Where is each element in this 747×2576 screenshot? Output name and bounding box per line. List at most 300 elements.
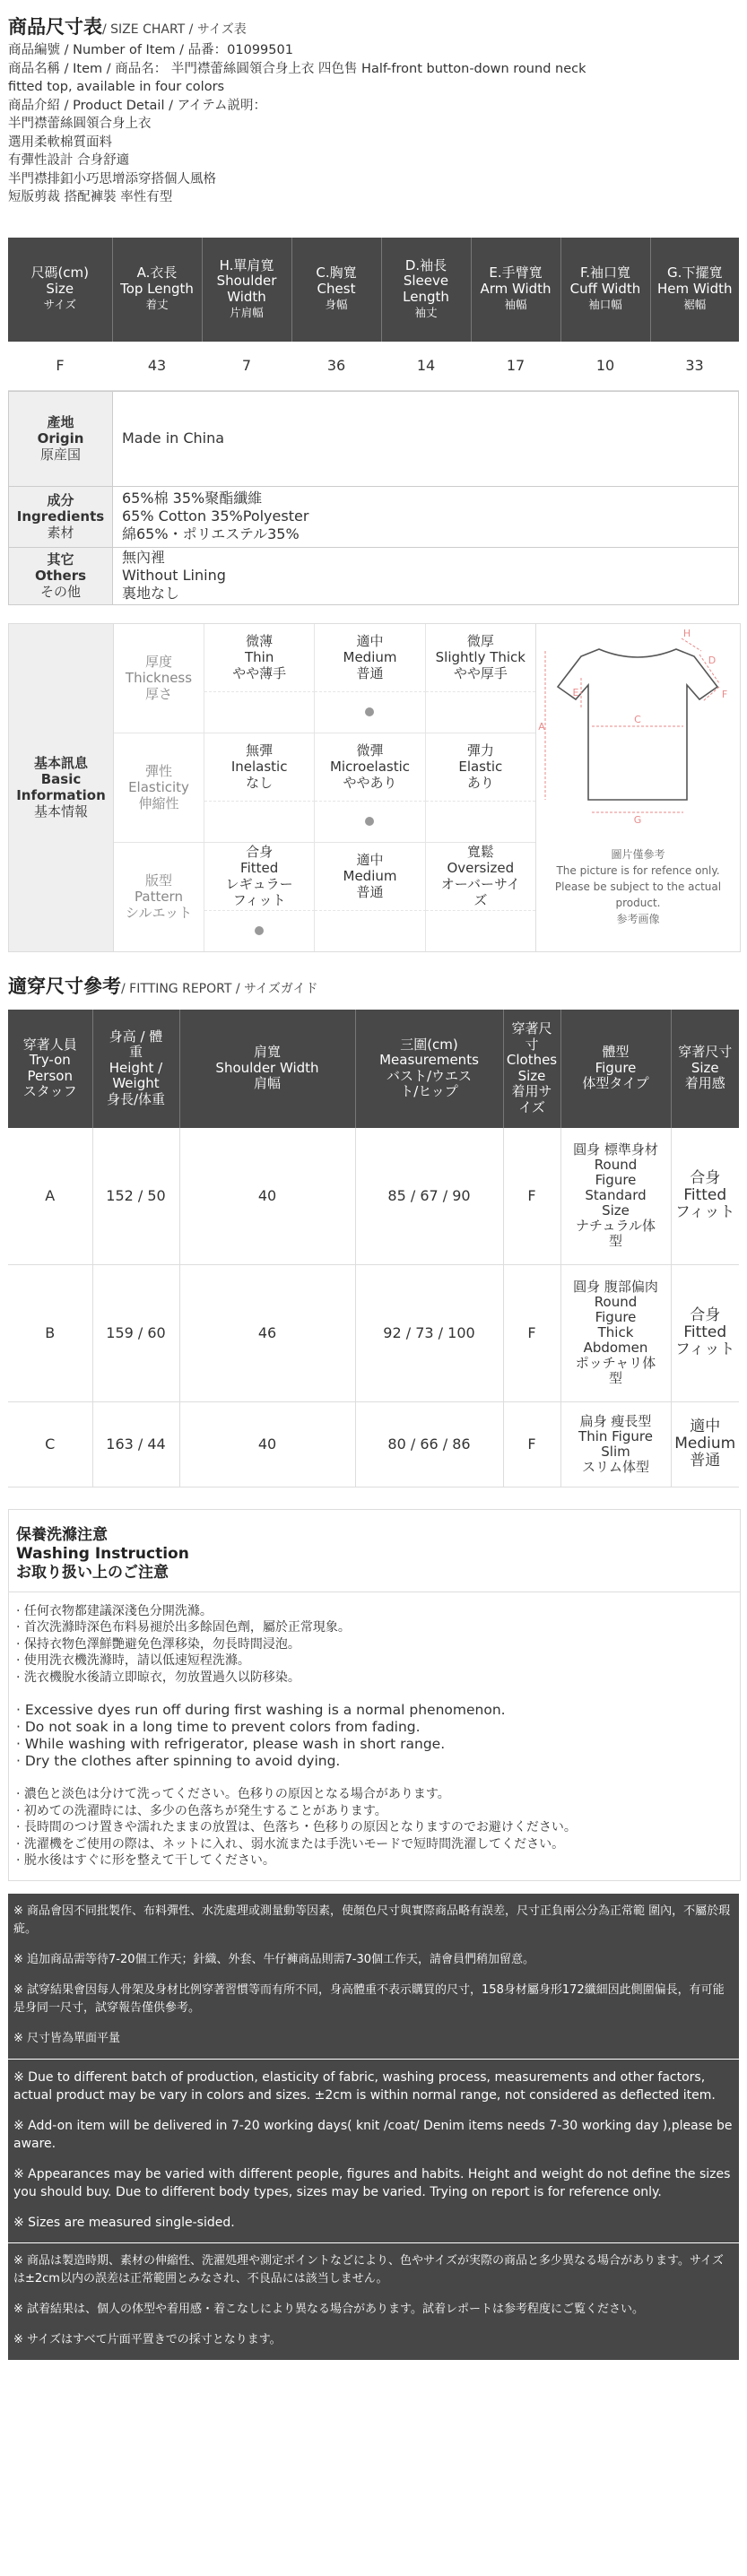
diagram-label-e: E — [572, 686, 579, 698]
note-line: ※ Appearances may be varied with different people, figures and habits. Height and weight do not define the sizes you should buy. Due to different body types, sizes may be varied. Trying on report is for reference only. — [13, 2166, 731, 2199]
selection-cell — [315, 802, 425, 842]
fitting-title-en: / FITTING REPORT / サイズガイド — [121, 981, 318, 996]
size-header-en: Top Length — [120, 280, 194, 297]
selection-cell — [204, 911, 315, 951]
size-header-zh: A.衣長 — [136, 265, 178, 282]
washing-line: · 任何衣物都建議深淺色分開洗滌。 — [16, 1603, 213, 1618]
origin-label-en: Origin — [37, 430, 84, 447]
attribute-options — [204, 733, 535, 842]
washing-line: · 濃色と淡色は分けて洗ってください。色移りの原因となる場合があります。 — [16, 1787, 450, 1801]
size-header-zh: E.手臂寬 — [489, 265, 543, 282]
figure-line: 圓身 標準身材 — [573, 1141, 658, 1158]
attribute-row — [114, 733, 535, 843]
caption-line: 圖片僅參考 — [611, 847, 665, 861]
fitting-meas: 92 / 73 / 100 — [355, 1264, 503, 1401]
option-text: 普通 — [356, 884, 384, 900]
size-header-jp: 片肩幅 — [230, 306, 264, 319]
feel-line: 合身 — [690, 1306, 721, 1324]
size-header-jp: 裾幅 — [683, 298, 707, 312]
fitting-header-text: スタッフ — [22, 1083, 77, 1099]
selected-dot-icon — [365, 707, 374, 716]
others-label — [9, 547, 113, 604]
basic-info — [8, 623, 741, 952]
size-header-zh: H.單肩寬 — [219, 256, 274, 273]
fitting-table — [8, 1010, 739, 1487]
size-header-en: Chest — [317, 280, 356, 297]
attribute-label-jp: 厚さ — [144, 686, 172, 702]
fitting-person: B — [8, 1264, 92, 1401]
size-header-cell — [202, 238, 291, 342]
attribute-row — [114, 624, 535, 733]
origin-row — [9, 391, 739, 486]
figure-line: Round — [594, 1157, 638, 1173]
notes-jp — [8, 2243, 739, 2360]
fitting-header-text: 身高 / 體 — [109, 1028, 163, 1045]
washing-line: · 初めての洗濯時には、多少の色落ちが発生することがあります。 — [16, 1803, 387, 1818]
option-text: Medium — [343, 649, 397, 665]
info-line: 有彈性設計 合身舒適 — [8, 153, 130, 168]
size-header-en: Arm Width — [480, 280, 552, 297]
option-cell — [426, 843, 535, 911]
fitting-person: C — [8, 1401, 92, 1487]
washing-line: · 長時間のつけ置きや濡れたままの放置は、色落ち・色移りの原因となりますのでお避けください。 — [16, 1820, 577, 1834]
fitting-hw: 163 / 44 — [92, 1401, 179, 1487]
note-line: ※ 追加商品需等待7-20個工作天；針織、外套、牛仔褲商品則需7-30個工作天，請會員們稍加留意。 — [13, 1952, 535, 1966]
option-text: 彈力 — [466, 742, 494, 759]
ingredients-label — [9, 486, 113, 547]
others-value — [113, 547, 739, 604]
feel-line: Fitted — [683, 1186, 727, 1204]
fitting-header-text: イズ — [518, 1098, 545, 1115]
fitting-header-text: バスト/ウエス — [386, 1067, 473, 1084]
fitting-header-text: 着用サ — [511, 1083, 552, 1099]
ingredients-line: 65%棉 35%聚酯纖維 — [122, 490, 263, 507]
note-line: ※ Sizes are measured single-sided. — [13, 2215, 235, 2230]
fitting-header-cell — [8, 1010, 92, 1128]
option-text: Oversized — [447, 860, 515, 876]
size-cell: 36 — [291, 342, 381, 391]
washing-line: · 使用洗衣機洗滌時，請以低速短程洗滌。 — [16, 1653, 250, 1668]
option-text: 微彈 — [356, 742, 384, 759]
option-text: やや厚手 — [453, 665, 508, 681]
note-line: ※ 尺寸皆為單面平量 — [13, 2031, 121, 2045]
info-line: 短版剪裁 搭配褲裝 率性有型 — [8, 190, 173, 204]
option-text: 微厚 — [466, 633, 494, 649]
attribute-options — [204, 624, 535, 733]
fitting-figure — [560, 1401, 671, 1487]
size-header-zh: C.胸寬 — [316, 265, 357, 282]
size-header-zh: 尺碼(cm) — [30, 265, 90, 282]
option-row — [204, 843, 535, 911]
note-line: ※ Due to different batch of production, elasticity of fabric, washing process, measurements and other factors, actual product may be vary in colors and sizes. ±2cm is within normal range, not considered as deflected item. — [13, 2069, 716, 2103]
feel-line: Fitted — [683, 1323, 727, 1341]
size-cell: 33 — [650, 342, 739, 391]
product-info — [8, 41, 739, 207]
feel-line: フィット — [674, 1203, 735, 1221]
fitting-size: F — [503, 1128, 560, 1265]
fitting-figure — [560, 1264, 671, 1401]
fitting-person: A — [8, 1128, 92, 1265]
washing-title-zh: 保養洗滌注意 — [16, 1525, 108, 1544]
size-header-jp: 袖丈 — [414, 306, 438, 319]
size-header-cell — [650, 238, 739, 342]
option-text: 普通 — [356, 665, 384, 681]
option-text: ややあり — [343, 775, 397, 791]
size-header-cell — [560, 238, 650, 342]
diagram-label-h: H — [682, 627, 691, 639]
origin-label — [9, 391, 113, 486]
attribute-label-zh: 厚度 — [144, 654, 172, 670]
notes-zh — [8, 1894, 739, 2060]
fitting-title — [8, 972, 739, 999]
size-table — [8, 238, 739, 391]
washing-line: · Dry the clothes after spinning to avoid dying. — [16, 1753, 341, 1769]
size-header-cell — [112, 238, 202, 342]
washing-jp — [16, 1786, 733, 1869]
attribute-options — [204, 843, 535, 951]
size-header-cell — [8, 238, 112, 342]
washing-line: · While washing with refrigerator, please wash in short range. — [16, 1736, 446, 1752]
feel-line: 適中 — [690, 1418, 721, 1435]
basic-info-label-jp: 基本情報 — [33, 803, 88, 820]
washing-line: · 首次洗滌時深色布料易褪於出多餘固色劑，屬於正常現象。 — [16, 1620, 351, 1635]
option-cell — [426, 733, 535, 802]
feel-line: 合身 — [690, 1169, 721, 1187]
caption-line: Please be subject to the actual — [554, 880, 722, 893]
fitting-header-text: 重 — [128, 1044, 143, 1061]
size-cell: 43 — [112, 342, 202, 391]
figure-line: Slim — [601, 1443, 630, 1460]
fitting-header-text: 身長/体重 — [106, 1090, 166, 1107]
figure-line: Figure — [595, 1309, 637, 1325]
option-text: 寬鬆 — [466, 844, 494, 860]
selection-row — [204, 692, 535, 733]
info-line: 選用柔軟棉質面料 — [8, 134, 112, 150]
fitting-header-text: 着用感 — [684, 1075, 725, 1092]
selected-dot-icon — [255, 926, 264, 935]
option-text: Fitted — [240, 860, 279, 876]
figure-line: 型 — [608, 1233, 622, 1249]
option-text: あり — [466, 775, 494, 791]
fitting-header-text: Size — [691, 1059, 719, 1076]
size-header-jp: 袖口幅 — [588, 298, 622, 312]
option-cell — [204, 843, 315, 911]
size-header-zh: G.下擺寬 — [667, 265, 723, 282]
fitting-feel — [671, 1128, 739, 1265]
figure-line: スリム体型 — [581, 1458, 649, 1475]
materials-table — [8, 391, 739, 605]
option-text: 合身 — [246, 844, 274, 860]
washing-title-en: Washing Instruction — [16, 1544, 189, 1563]
size-cell: 14 — [381, 342, 471, 391]
fitting-figure — [560, 1128, 671, 1265]
option-row — [204, 624, 535, 692]
others-label-jp: その他 — [39, 584, 81, 600]
option-text: 適中 — [356, 852, 384, 868]
option-cell — [315, 843, 425, 911]
selection-cell — [315, 692, 425, 733]
fitting-shoulder: 40 — [179, 1128, 355, 1265]
basic-info-label-zh: 基本訊息 — [33, 755, 88, 771]
fitting-header-text: 肩幅 — [253, 1075, 281, 1092]
note-line: ※ 試着結果は、個人の体型や着用感・着こなしにより異なる場合があります。試着レポートは参考程度にご覧ください。 — [13, 2302, 644, 2316]
ingredients-row — [9, 486, 739, 547]
size-header-en: Hem Width — [657, 280, 733, 297]
attribute-label-en: Elasticity — [128, 779, 189, 795]
selection-row — [204, 802, 535, 842]
size-chart-page — [8, 0, 739, 2360]
size-header-en: Cuff Width — [569, 280, 641, 297]
size-header-en: Sleeve Length — [403, 273, 449, 305]
washing-line: · Do not soak in a long time to prevent colors from fading. — [16, 1719, 421, 1735]
option-cell — [426, 624, 535, 692]
feel-line: Medium — [674, 1435, 736, 1453]
attribute-label-en: Pattern — [135, 889, 183, 905]
option-text: ズ — [473, 892, 488, 908]
note-line: ※ Add-on item will be delivered in 7-20 working days( knit /coat/ Denim items needs 7-30 working day ),please be aware. — [13, 2118, 733, 2151]
fitting-header-cell — [560, 1010, 671, 1128]
fitting-size: F — [503, 1264, 560, 1401]
fitting-header-text: ト/ヒップ — [400, 1083, 458, 1099]
origin-label-jp: 原産国 — [39, 447, 81, 463]
option-text: 適中 — [356, 633, 384, 649]
tshirt-measure-icon — [536, 624, 741, 844]
fitting-row — [8, 1264, 739, 1401]
others-line: 裏地なし — [122, 585, 180, 602]
figure-line: ポッチャリ体 — [575, 1355, 656, 1371]
washing-line: · 脱水後はすぐに形を整えて干してください。 — [16, 1853, 275, 1868]
diagram-label-f: F — [721, 688, 728, 700]
selection-cell — [204, 692, 315, 733]
size-header-cell — [291, 238, 381, 342]
info-line: 商品介紹 / Product Detail / アイテム説明： — [8, 98, 267, 113]
option-cell — [315, 733, 425, 802]
notes-en — [8, 2060, 739, 2243]
selected-dot-icon — [365, 817, 374, 826]
size-chart-title — [8, 13, 739, 39]
option-text: Microelastic — [329, 759, 411, 775]
fitting-header-text: Size — [517, 1067, 546, 1084]
origin-label-zh: 產地 — [47, 414, 74, 430]
note-line: ※ 商品は製造時期、素材の伸縮性、洗濯処理や測定ポイントなどにより、色やサイズが実際の商品と多少異なる場合があります。サイズは±2cm以内の誤差は正常範囲とみなされ、不良品には該当しません。 — [13, 2253, 724, 2285]
feel-line: フィット — [674, 1340, 735, 1358]
selection-row — [204, 911, 535, 951]
size-header-jp: 身幅 — [325, 298, 348, 312]
option-text: オーバーサイ — [440, 876, 520, 892]
size-cell: F — [8, 342, 112, 391]
ingredients-value — [113, 486, 739, 547]
notes-panel — [8, 1894, 739, 2360]
others-label-zh: 其它 — [47, 551, 74, 568]
attribute-label-en: Thickness — [125, 670, 193, 686]
option-text: なし — [246, 775, 274, 791]
figure-line: 型 — [608, 1370, 622, 1386]
fitting-header-text: Shoulder Width — [215, 1059, 319, 1076]
others-label-en: Others — [34, 568, 87, 584]
diagram-caption — [536, 846, 740, 927]
option-row — [204, 733, 535, 802]
washing-en — [16, 1702, 733, 1770]
diagram-label-a: A — [538, 720, 545, 733]
fitting-shoulder: 46 — [179, 1264, 355, 1401]
ingredients-line: 65% Cotton 35%Polyester — [122, 507, 309, 525]
attribute-label-jp: シルエット — [125, 905, 193, 921]
attribute-label — [114, 843, 204, 951]
fitting-header-text: Try-on — [29, 1052, 71, 1068]
size-header-cell — [471, 238, 560, 342]
origin-line: Made in China — [122, 429, 225, 447]
option-text: フィット — [232, 892, 286, 908]
diagram-label-c: C — [634, 713, 641, 725]
size-header-en: Shoulder Width — [216, 273, 277, 305]
attribute-label-jp: 伸縮性 — [138, 795, 179, 811]
selection-cell — [426, 911, 535, 951]
size-cell: 7 — [202, 342, 291, 391]
option-text: 微薄 — [246, 633, 274, 649]
info-line: 商品編號 / Number of Item / 品番：01099501 — [8, 43, 293, 57]
figure-line: Figure — [595, 1172, 637, 1188]
fitting-header-cell — [355, 1010, 503, 1128]
fitting-shoulder: 40 — [179, 1401, 355, 1487]
fitting-header-text: 體型 — [602, 1044, 630, 1061]
figure-line: Thick — [597, 1324, 634, 1340]
size-cell: 17 — [471, 342, 560, 391]
caption-line: 参考画像 — [616, 912, 660, 925]
washing-zh — [16, 1603, 733, 1687]
ingredients-label-en: Ingredients — [16, 508, 105, 525]
figure-line: Thin Figure — [578, 1427, 653, 1444]
figure-line: 圓身 腹部偏肉 — [573, 1279, 658, 1295]
size-header-jp: 着丈 — [145, 298, 169, 312]
ingredients-label-jp: 素材 — [47, 525, 74, 541]
fitting-header-text: 肩寬 — [253, 1044, 281, 1061]
fitting-header-text: Measurements — [379, 1052, 479, 1068]
size-row — [8, 342, 739, 391]
selection-cell — [426, 802, 535, 842]
selection-cell — [315, 911, 425, 951]
option-cell — [204, 733, 315, 802]
note-line: ※ 商品會因不同批製作、布料彈性、水洗處理或測量動等因素，使顏色尺寸與實際商品略有誤差，尺寸正負兩公分為正常範 圍內，不屬於瑕疵。 — [13, 1904, 731, 1936]
fitting-header-text: Person — [27, 1067, 73, 1084]
fitting-hw: 152 / 50 — [92, 1128, 179, 1265]
option-text: Inelastic — [230, 759, 288, 775]
size-header-en: Size — [46, 280, 74, 297]
others-line: 無內裡 — [122, 549, 166, 566]
attribute-label — [114, 733, 204, 842]
figure-line: ナチュラル体 — [575, 1218, 656, 1234]
info-line: 半門襟排釦小巧思增添穿搭個人風格 — [8, 171, 216, 186]
fitting-header-cell — [503, 1010, 560, 1128]
size-header-cell — [381, 238, 471, 342]
washing-line: · 保持衣物色澤鮮艷避免色澤移染，勿長時間浸泡。 — [16, 1636, 300, 1652]
selection-cell — [426, 692, 535, 733]
washing-title-jp: お取り扱い上のご注意 — [16, 1563, 169, 1582]
fitting-header-text: 三圍(cm) — [400, 1036, 458, 1053]
attribute-label-zh: 彈性 — [144, 763, 172, 779]
info-line: 半門襟蕾絲圓領合身上衣 — [8, 117, 152, 131]
caption-line: product. — [615, 896, 661, 909]
diagram-label-g: G — [633, 813, 642, 826]
basic-info-label-en: Basic Information — [16, 771, 106, 803]
selection-cell — [204, 802, 315, 842]
size-header-zh: D.袖長 — [404, 256, 447, 273]
option-text: Medium — [343, 868, 397, 884]
fitting-title-zh: 適穿尺寸參考 — [8, 975, 121, 997]
option-text: 無彈 — [246, 742, 274, 759]
fitting-feel — [671, 1401, 739, 1487]
attribute-label-zh: 版型 — [144, 872, 172, 889]
note-line: ※ 試穿結果會因每人骨架及身材比例穿著習慣等而有所不同，身高體重不表示購買的尺寸，158身材屬身形172纖細因此側圍偏長，有可能是身同一尺寸，試穿報告僅供參考。 — [13, 1982, 725, 2015]
size-header-zh: F.袖口寬 — [580, 265, 630, 282]
washing-instructions — [8, 1509, 741, 1881]
others-row — [9, 547, 739, 604]
size-header-jp: 袖幅 — [504, 298, 527, 312]
option-cell — [204, 624, 315, 692]
fitting-header-text: 穿著人員 — [22, 1036, 77, 1053]
option-text: Thin — [244, 649, 274, 665]
fitting-header-cell — [671, 1010, 739, 1128]
size-header-jp: サイズ — [43, 298, 76, 312]
ingredients-line: 綿65%・ポリエステル35% — [122, 525, 300, 542]
fitting-header-text: Clothes — [506, 1052, 558, 1068]
fitting-header-cell — [92, 1010, 179, 1128]
basic-info-label — [9, 624, 114, 951]
option-text: レギュラー — [225, 876, 293, 892]
attribute-label — [114, 624, 204, 733]
caption-line: The picture is for refence only. — [556, 863, 720, 877]
fitting-row — [8, 1401, 739, 1487]
figure-line: Standard — [585, 1187, 647, 1203]
option-cell — [315, 624, 425, 692]
fitting-row — [8, 1128, 739, 1265]
fitting-hw: 159 / 60 — [92, 1264, 179, 1401]
fitting-meas: 80 / 66 / 86 — [355, 1401, 503, 1487]
figure-line: Round — [594, 1294, 638, 1310]
washing-title — [9, 1510, 740, 1592]
figure-line: Size — [602, 1202, 630, 1219]
ingredients-label-zh: 成分 — [47, 492, 74, 508]
fitting-header-text: 寸 — [525, 1036, 539, 1053]
others-line: Without Lining — [122, 567, 226, 584]
origin-value — [113, 391, 739, 486]
size-chart-title-zh: 商品尺寸表 — [8, 16, 102, 38]
fitting-header-text: Height / — [109, 1059, 163, 1076]
info-line: 商品名稱 / Item / 商品名： 半門襟蕾絲圓領合身上衣 四色售 Half-front button-down round neck — [8, 61, 586, 76]
figure-line: 扁身 瘦長型 — [579, 1412, 652, 1429]
fitting-size: F — [503, 1401, 560, 1487]
option-text: Slightly Thick — [435, 649, 526, 665]
diagram-label-d: D — [708, 654, 717, 666]
fitting-header-text: Weight — [112, 1075, 160, 1092]
option-text: Elastic — [458, 759, 503, 775]
washing-line: · 洗濯機をご使用の際は、ネットに入れ、弱水流または手洗いモードで短時間洗濯してください。 — [16, 1836, 565, 1852]
fitting-header-cell — [179, 1010, 355, 1128]
option-text: やや薄手 — [232, 665, 287, 681]
note-line: ※ サイズはすべて片面平置きでの採寸となります。 — [13, 2332, 282, 2346]
garment-diagram — [535, 624, 740, 951]
washing-line: · 洗衣機脫水後請立即晾衣，勿放置過久以防移染。 — [16, 1670, 300, 1685]
fitting-meas: 85 / 67 / 90 — [355, 1128, 503, 1265]
fitting-header-text: 体型タイプ — [582, 1075, 649, 1092]
attribute-grid — [114, 624, 535, 951]
fitting-header-text: 穿著尺 — [511, 1020, 552, 1036]
size-chart-title-en: / SIZE CHART / サイズ表 — [102, 22, 247, 37]
washing-line: · Excessive dyes run off during first washing is a normal phenomenon. — [16, 1702, 506, 1718]
fitting-header-text: 穿著尺寸 — [678, 1044, 733, 1061]
feel-line: 普通 — [690, 1452, 721, 1470]
fitting-header-text: Figure — [595, 1059, 637, 1076]
attribute-row — [114, 843, 535, 951]
